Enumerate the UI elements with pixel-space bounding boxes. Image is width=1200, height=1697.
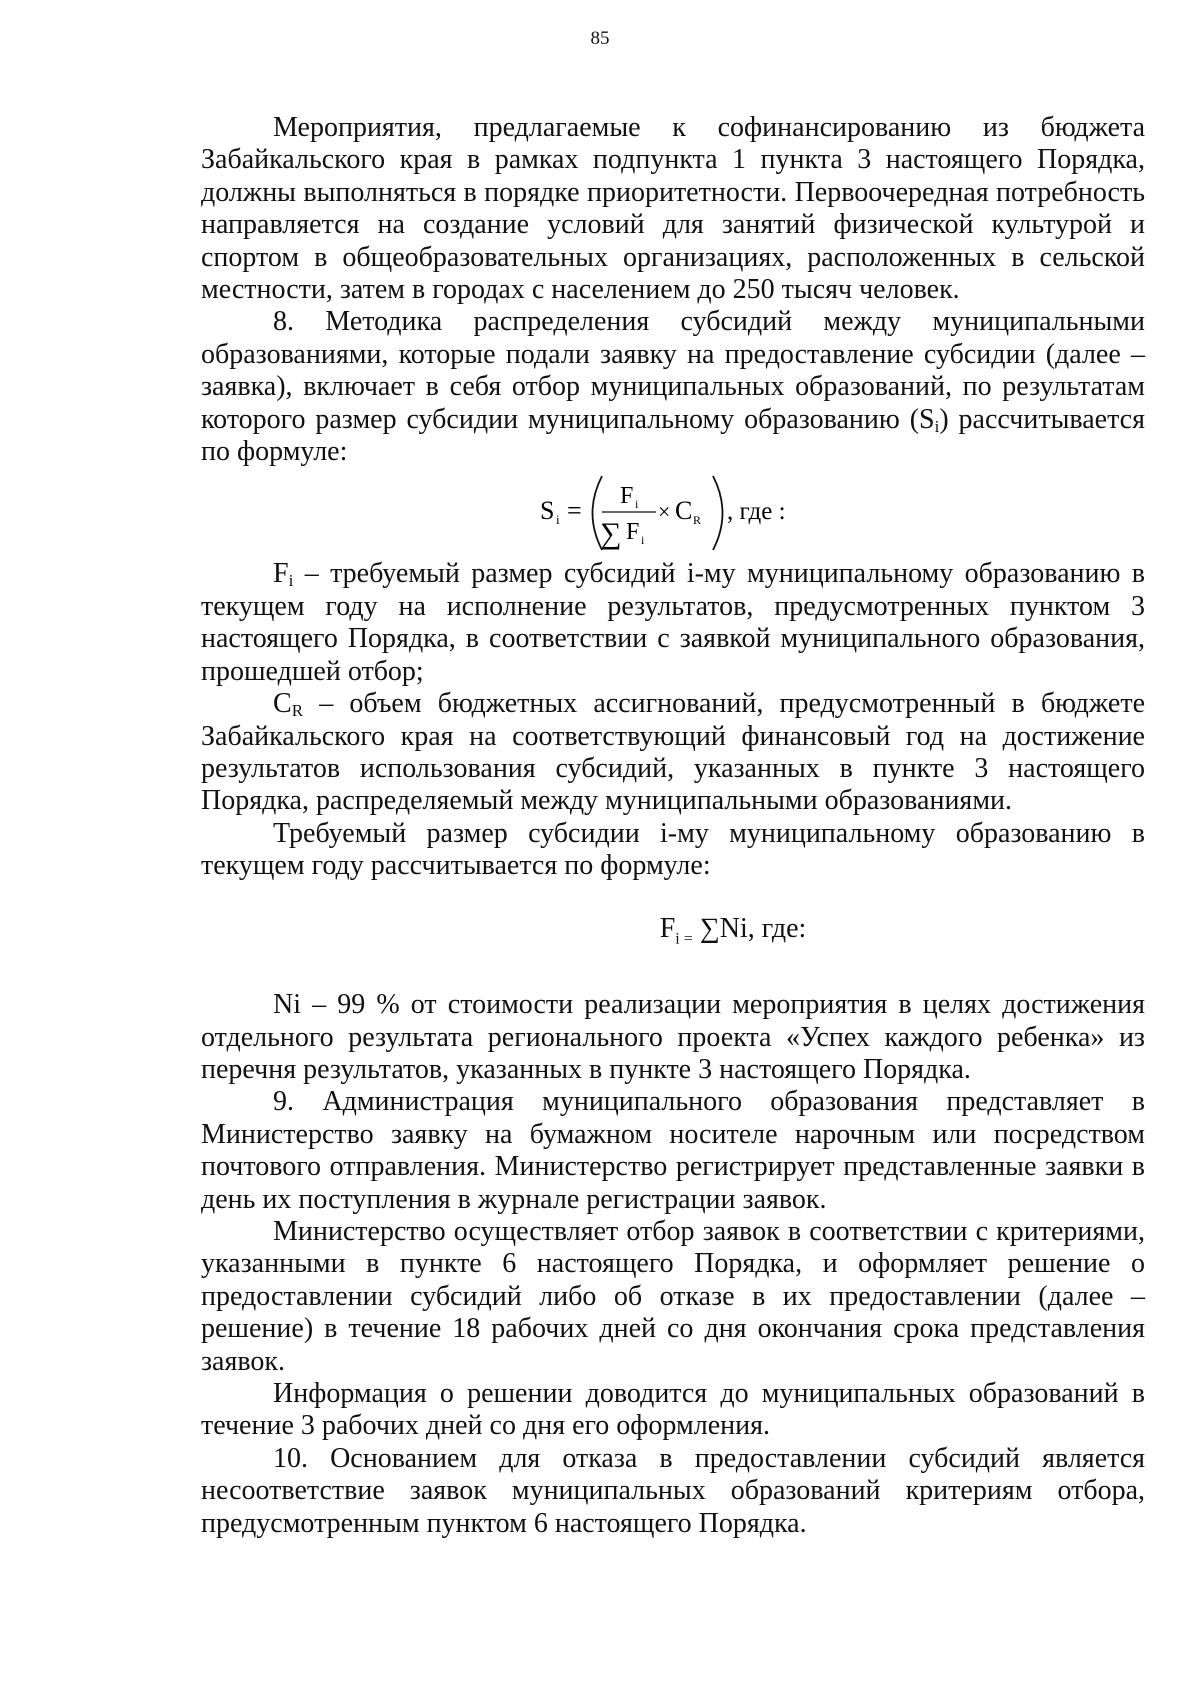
formula-denominator: F bbox=[626, 519, 640, 546]
formula2-rhs: ∑Ni, где: bbox=[692, 912, 807, 944]
paragraph-10-refusal: 10. Основанием для отказа в предоставлении субсидий является несоответствие заявок муниципальных образований критериям отбора, предусмотренным пунктом 6 настоящего Порядка. bbox=[201, 1442, 1145, 1539]
cr-definition-text: – объем бюджетных ассигнований, предусмотренный в бюджете Забайкальского края на соответствующий финансовый год на достижение результатов использования субсидий, указанных в пункте 3 настоящего Порядка, распределяемый между муниципальными образованиями. bbox=[201, 688, 1145, 817]
right-paren bbox=[713, 476, 723, 550]
formula-sum-sign: ∑ bbox=[600, 517, 622, 551]
formula-lhs-sub: i bbox=[556, 512, 560, 528]
formula2-lhs: F bbox=[659, 912, 676, 944]
paragraph-priority: Мероприятия, предлагаемые к софинансированию из бюджета Забайкальского края в рамках подпункта 1 пункта 3 настоящего Порядка, должны выполняться в порядке приоритетности. Первоочередная потребность направляется на создание условий для занятий физической культурой и спортом в общеобразовательных организациях, расположенных в сельской местности, затем в городах с населением до 250 тысяч человек. bbox=[201, 112, 1145, 306]
fi-subscript: i bbox=[288, 571, 294, 591]
paragraph-required-size: Требуемый размер субсидии i-му муниципальному образованию в текущем году рассчитывается по формуле: bbox=[201, 817, 1145, 882]
paragraph-8-text: 8. Методика распределения субсидий между муниципальными образованиями, которые подали заявку на предоставление субсидии (далее – заявка), включает в себя отбор муниципальных образований, по результатам которого размер субсидии муниципальному образованию (S bbox=[201, 306, 1145, 435]
fi-symbol: F bbox=[273, 558, 289, 590]
paragraph-ministry-selection: Министерство осуществляет отбор заявок в соответствии с критериями, указанными в пункте 6 настоящего Порядка, и оформляет решение о предоставлении субсидий либо об отказе в их предоставлении (далее – решение) в течение 18 рабочих дней со дня окончания срока представления заявок. bbox=[201, 1215, 1145, 1377]
paragraph-9-administration: 9. Администрация муниципального образования представляет в Министерство заявку на бумажном носителе нарочным или посредством почтового отправления. Министерство регистрирует представленные заявки в день их поступления в журнале регистрации заявок. bbox=[201, 1086, 1145, 1215]
formula-denominator-sub: i bbox=[641, 533, 645, 548]
formula-tail: , где : bbox=[727, 498, 786, 526]
paragraph-decision-info: Информация о решении доводится до муниципальных образований в течение 3 рабочих дней со дня его оформления. bbox=[201, 1378, 1145, 1442]
paragraph-8-text-end: ) рассчитывается по формуле: bbox=[201, 403, 1145, 468]
document-body bbox=[201, 112, 1145, 1540]
cr-symbol: C bbox=[273, 688, 292, 720]
paragraph-8-methodology bbox=[201, 306, 1145, 468]
subscript-i: i bbox=[934, 416, 940, 436]
formula-fi-sum bbox=[201, 913, 1145, 956]
fi-definition-text: – требуемый размер субсидий i-му муниципальному образованию в текущем году на исполнение результатов, предусмотренных пунктом 3 настоящего Порядка, в соответствии с заявкой муниципального образования, прошедшей отбор; bbox=[201, 558, 1145, 687]
formula-numerator-sub: i bbox=[635, 497, 639, 512]
formula-image bbox=[538, 470, 808, 556]
formula-times: × bbox=[658, 499, 671, 525]
formula-c: C bbox=[675, 496, 693, 526]
paragraph-ni-definition: Ni – 99 % от стоимости реализации мероприятия в целях достижения отдельного результата регионального проекта «Успех каждого ребенка» из перечня результатов, указанных в пункте 3 настоящего Порядка. bbox=[201, 989, 1145, 1085]
formula2-lhs-sub: i = bbox=[675, 930, 693, 948]
formula-equals: = bbox=[567, 496, 582, 526]
formula-lhs: S bbox=[540, 496, 555, 526]
paragraph-fi-definition bbox=[201, 558, 1145, 688]
paragraph-cr-definition bbox=[201, 688, 1145, 818]
formula-subsidy-distribution bbox=[201, 470, 1145, 556]
cr-subscript: R bbox=[291, 701, 304, 721]
formula-c-sub: R bbox=[693, 513, 702, 528]
page-number: 85 bbox=[590, 28, 610, 49]
formula-numerator: F bbox=[620, 483, 634, 510]
